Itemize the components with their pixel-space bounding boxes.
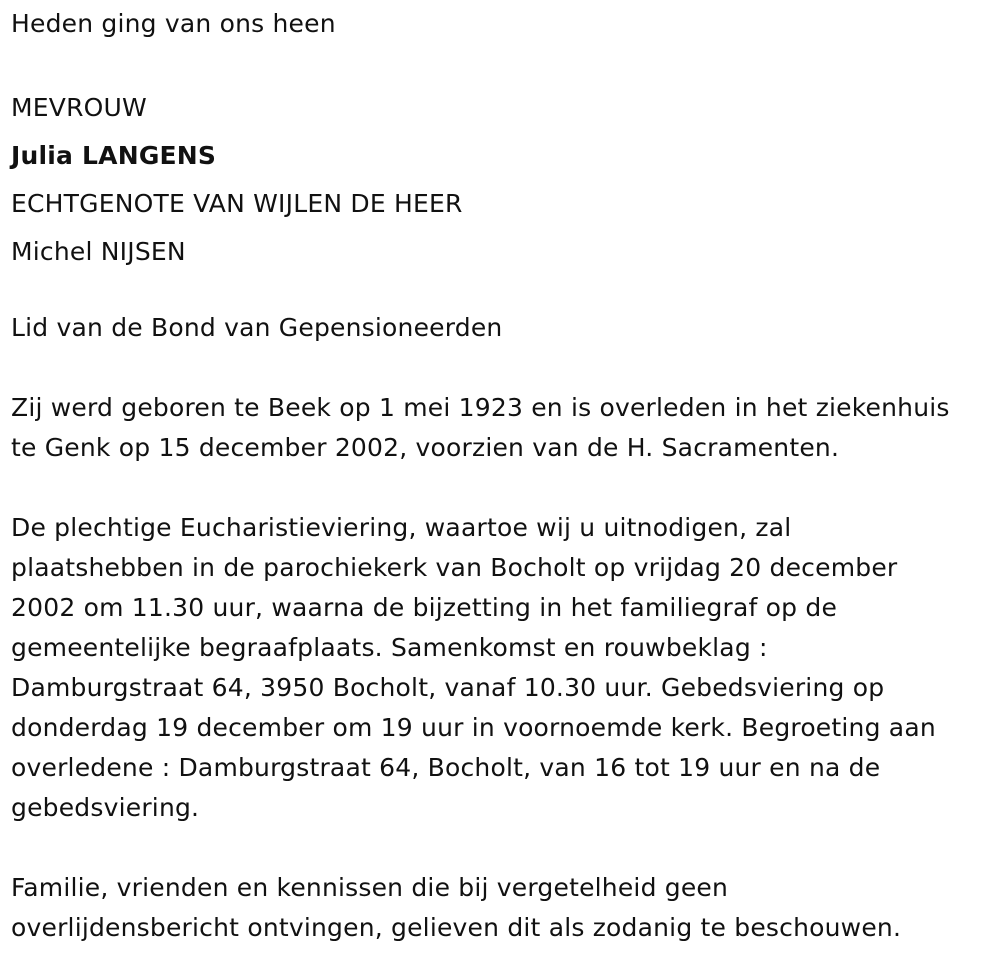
paragraph-line: Familie, vrienden en kennissen die bij vergetelheid geen (11, 873, 729, 902)
paragraph-line: donderdag 19 december om 19 uur in voornoemde kerk. Begroeting aan (11, 713, 936, 742)
paragraph-line: te Genk op 15 december 2002, voorzien van de H. Sacramenten. (11, 433, 840, 462)
paragraph-line: overledene : Damburgstraat 64, Bocholt, van 16 tot 19 uur en na de (11, 753, 881, 782)
paragraph-line: gemeentelijke begraafplaats. Samenkomst en rouwbeklag : (11, 633, 768, 662)
paragraph-line: Zij werd geboren te Beek op 1 mei 1923 en is overleden in het ziekenhuis (11, 393, 950, 422)
relation-line: ECHTGENOTE VAN WIJLEN DE HEER (11, 189, 463, 218)
honorific-title: MEVROUW (11, 93, 147, 122)
paragraph-line: plaatshebben in de parochiekerk van Bocholt op vrijdag 20 december (11, 553, 898, 582)
paragraph-line: gebedsviering. (11, 793, 200, 822)
obituary-document (11, 4, 991, 948)
spacer (11, 348, 991, 388)
ceremony-paragraph (11, 508, 991, 828)
birth-death-paragraph (11, 388, 991, 468)
spacer (11, 468, 991, 508)
paragraph-line: 2002 om 11.30 uur, waarna de bijzetting in het familiegraf op de (11, 593, 838, 622)
paragraph-line: overlijdensbericht ontvingen, gelieven dit als zodanig te beschouwen. (11, 913, 902, 942)
closing-paragraph (11, 868, 991, 948)
spacer (11, 828, 991, 868)
membership-line: Lid van de Bond van Gepensioneerden (11, 313, 503, 342)
paragraph-line: Damburgstraat 64, 3950 Bocholt, vanaf 10.30 uur. Gebedsviering op (11, 673, 885, 702)
spouse-name: Michel NIJSEN (11, 237, 186, 266)
spacer (11, 44, 991, 84)
paragraph-line: De plechtige Eucharistieviering, waartoe wij u uitnodigen, zal (11, 513, 792, 542)
deceased-name: Julia LANGENS (11, 141, 217, 170)
opening-line: Heden ging van ons heen (11, 9, 336, 38)
spacer (11, 276, 991, 308)
